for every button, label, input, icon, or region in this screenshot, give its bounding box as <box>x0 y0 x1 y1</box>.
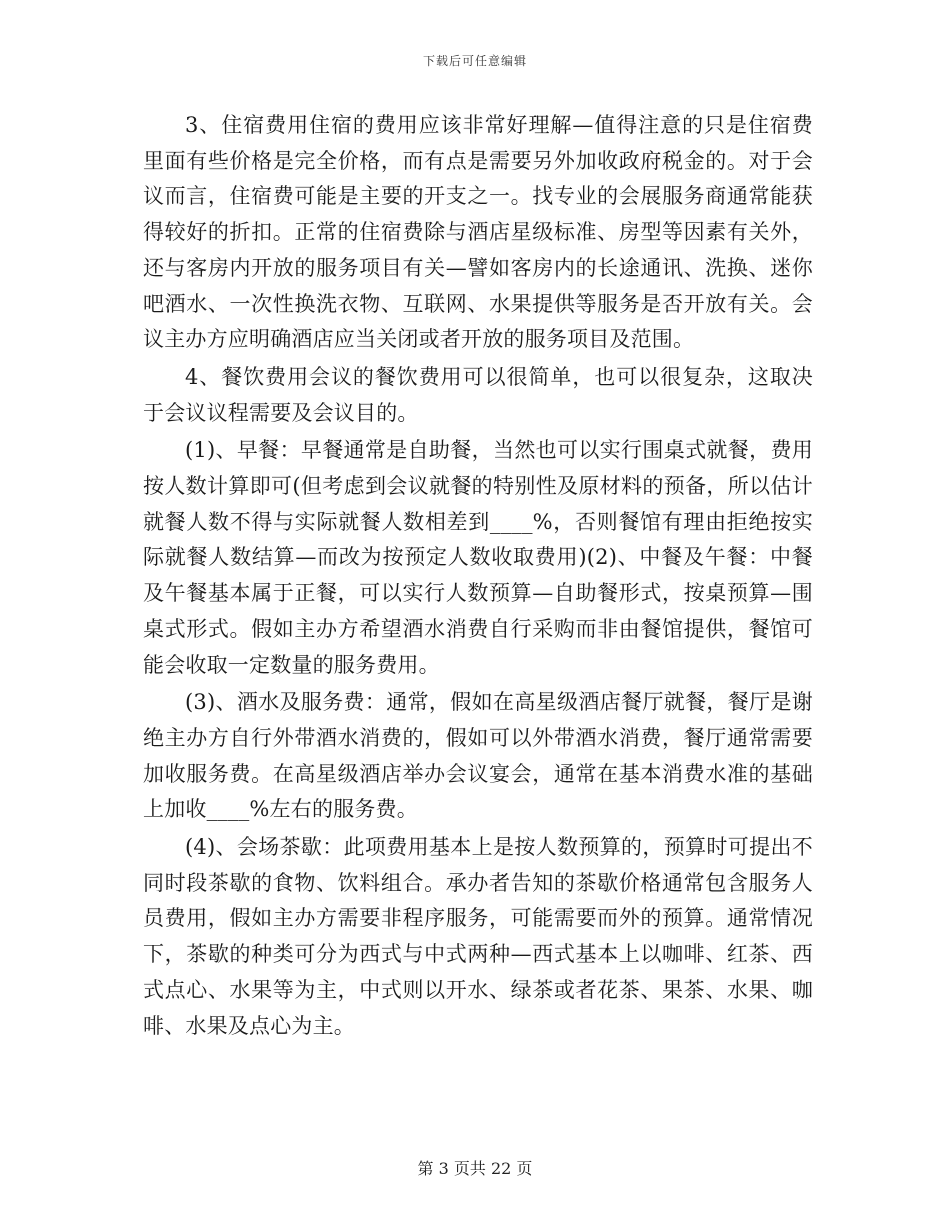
paragraph-accommodation-cost: 3、住宿费用住宿的费用应该非常好理解—值得注意的只是住宿费里面有些价格是完全价格，而有点是需要另外加收政府税金的。对于会议而言，住宿费可能是主要的开支之一。找专业的会展服务商通常能获得较好的折扣。正常的住宿费除与酒店星级标准、房型等因素有关外，还与客房内开放的服务项目有关—譬如客房内的长途通讯、洗换、迷你吧酒水、一次性换洗衣物、互联网、水果提供等服务是否开放有关。会议主办方应明确酒店应当关闭或者开放的服务项目及范围。 <box>143 113 813 352</box>
paragraph-breakfast-lunch: (1)、早餐：早餐通常是自助餐，当然也可以实行围桌式就餐，费用按人数计算即可(但考虑到会议就餐的特别性及原材料的预备，所以估计就餐人数不得与实际就餐人数相差到____%，否则餐馆有理由拒绝按实际就餐人数结算—而改为按预定人数收取费用)(2)、中餐及午餐：中餐及午餐基本属于正餐，可以实行人数预算—自助餐形式，按桌预算—围桌式形式。假如主办方希望酒水消费自行采购而非由餐馆提供，餐馆可能会收取一定数量的服务费用。 <box>143 438 813 677</box>
document-body <box>143 108 813 1044</box>
page-footer: 第 3 页共 22 页 <box>417 1159 533 1178</box>
paragraph-drinks-service-fee: (3)、酒水及服务费：通常，假如在高星级酒店餐厅就餐，餐厅是谢绝主办方自行外带酒水消费的，假如可以外带酒水消费，餐厅通常需要加收服务费。在高星级酒店举办会议宴会，通常在基本消费水准的基础上加收____%左右的服务费。 <box>143 690 813 822</box>
page-header: 下载后可任意编辑 <box>422 54 527 68</box>
paragraph-catering-cost: 4、餐饮费用会议的餐饮费用可以很简单，也可以很复杂，这取决于会议议程需要及会议目的。 <box>143 364 813 425</box>
paragraph-tea-break: (4)、会场茶歇：此项费用基本上是按人数预算的，预算时可提出不同时段茶歇的食物、饮料组合。承办者告知的茶歇价格通常包含服务人员费用，假如主办方需要非程序服务，可能需要而外的预算。通常情况下，茶歇的种类可分为西式与中式两种—西式基本上以咖啡、红茶、西式点心、水果等为主，中式则以开水、绿茶或者花茶、果茶、水果、咖啡、水果及点心为主。 <box>143 835 813 1038</box>
